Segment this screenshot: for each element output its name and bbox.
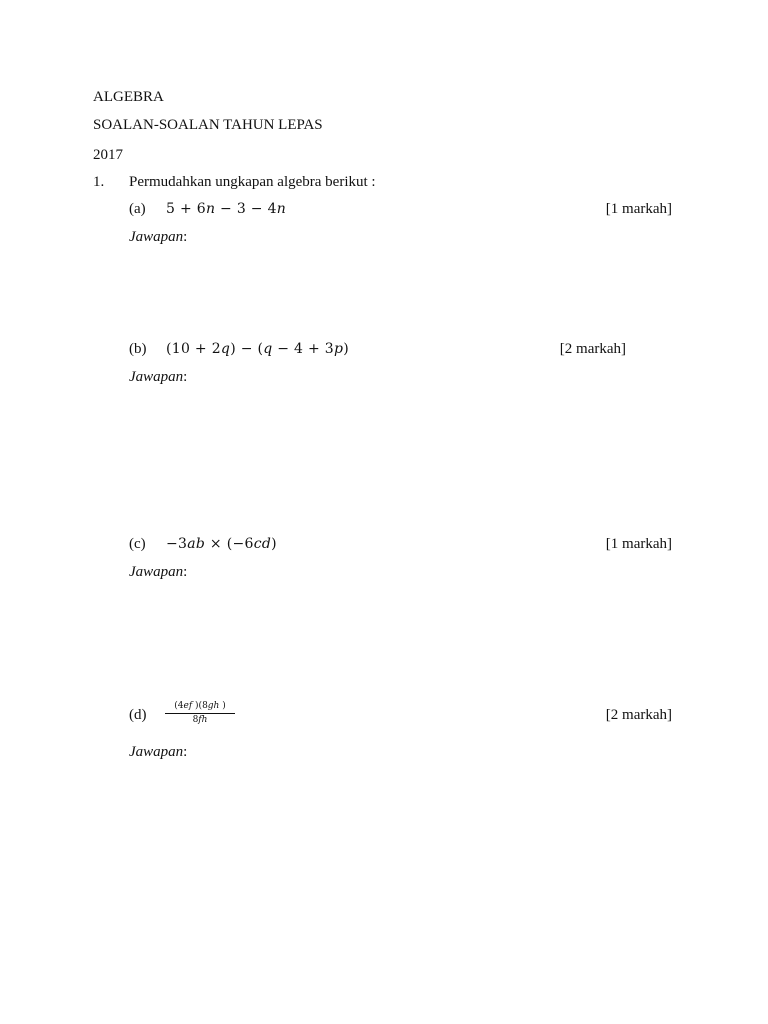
- part-a-expression: 5 + 6n − 3 − 4n: [166, 201, 287, 217]
- part-c-answer-label: Jawapan:: [129, 564, 188, 580]
- part-d-denominator: 8fh: [192, 715, 208, 725]
- part-b-expression: (10 + 2q) − (q − 4 + 3p): [166, 341, 350, 357]
- part-b-answer-label: Jawapan:: [129, 369, 188, 385]
- question-number: 1.: [93, 174, 105, 190]
- part-d-fraction: [165, 701, 235, 726]
- part-c-expression: −3ab × (−6cd): [166, 536, 277, 552]
- document-subject: ALGEBRA: [93, 89, 164, 105]
- part-b-marks: [2 markah]: [559, 341, 626, 357]
- part-b-label: (b): [129, 341, 147, 357]
- document-year: 2017: [93, 147, 123, 163]
- question-instruction: Permudahkan ungkapan algebra berikut :: [129, 174, 376, 190]
- part-c-marks: [1 markah]: [605, 536, 672, 552]
- part-d-label: (d): [129, 707, 147, 723]
- document-subtitle: SOALAN-SOALAN TAHUN LEPAS: [93, 117, 323, 133]
- part-c-label: (c): [129, 536, 146, 552]
- part-a-marks: [1 markah]: [605, 201, 672, 217]
- part-d-numerator: (4ef )(8gh ): [165, 701, 235, 714]
- part-a-answer-label: Jawapan:: [129, 229, 188, 245]
- part-a-label: (a): [129, 201, 146, 217]
- part-d-answer-label: Jawapan:: [129, 744, 188, 760]
- part-d-marks: [2 markah]: [605, 707, 672, 723]
